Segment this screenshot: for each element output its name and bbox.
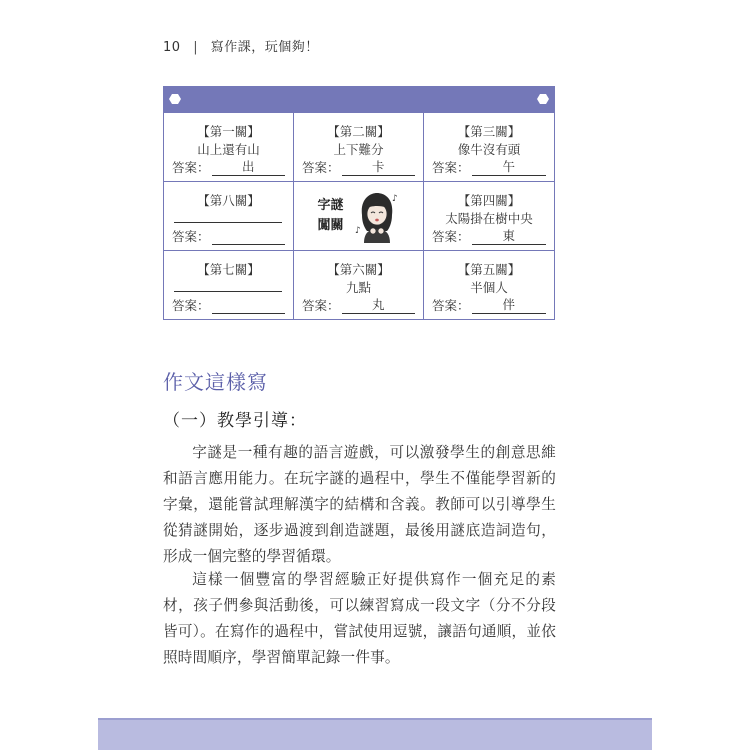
header-separator: | — [193, 40, 199, 55]
answer-value[interactable]: 東 — [472, 228, 546, 245]
game-title-line: 字謎 — [317, 198, 344, 213]
answer-row — [172, 296, 285, 314]
stage-label: 【第五關】 — [457, 262, 521, 277]
riddle-text: 像牛沒有頭 — [457, 142, 521, 157]
book-title: 寫作課，玩個夠！ — [210, 40, 319, 55]
stage-7-cell — [164, 251, 294, 319]
stage-label: 【第三關】 — [457, 124, 521, 139]
answer-value[interactable] — [212, 297, 285, 314]
answer-value[interactable]: 午 — [472, 159, 546, 176]
hexagon-bolt-icon — [537, 93, 549, 105]
answer-row — [172, 227, 285, 245]
stage-label: 【第二關】 — [327, 124, 390, 139]
page-number: 10 — [163, 40, 181, 55]
riddle-grid — [163, 112, 555, 320]
stage-label: 【第一關】 — [197, 124, 260, 139]
answer-row — [302, 158, 415, 176]
riddle-text: 太陽掛在樹中央 — [445, 211, 533, 226]
answer-row — [432, 296, 546, 314]
answer-value[interactable] — [212, 228, 285, 245]
stage-3-cell — [424, 113, 554, 182]
stage-label: 【第六關】 — [327, 262, 390, 277]
riddle-text: 山上還有山 — [197, 142, 260, 157]
answer-label: 答案： — [302, 298, 340, 313]
answer-label: 答案： — [432, 298, 470, 313]
answer-label: 答案： — [172, 160, 210, 175]
section-title: 作文這樣寫 — [163, 370, 268, 394]
stage-2-cell — [294, 113, 424, 182]
section-subtitle: （一）教學引導： — [163, 411, 307, 431]
stage-6-cell — [294, 251, 424, 319]
answer-value[interactable]: 丸 — [342, 297, 415, 314]
game-title-cell — [294, 182, 424, 251]
answer-row — [432, 227, 546, 245]
svg-text:♪: ♪ — [391, 194, 398, 204]
game-title — [317, 196, 343, 236]
stage-label: 【第四關】 — [457, 193, 521, 208]
riddle-board — [163, 86, 555, 320]
body-paragraph: 這樣一個豐富的學習經驗正好提供寫作一個充足的素材，孩子們參與活動後，可以練習寫成一段文字（分不分段皆可）。在寫作的過程中，嘗試使用逗號，讓語句通順，並依照時間順序，學習簡單記錄一件事。 — [163, 571, 556, 666]
answer-value[interactable]: 出 — [212, 159, 285, 176]
stage-label: 【第七關】 — [197, 262, 260, 277]
answer-row — [302, 296, 415, 314]
riddle-blank-line[interactable] — [174, 222, 282, 223]
riddle-blank-line[interactable] — [174, 291, 282, 292]
game-title-line: 闖關 — [317, 218, 344, 233]
board-header-strip — [163, 86, 555, 112]
stage-label: 【第八關】 — [197, 193, 260, 208]
stage-5-cell — [424, 251, 554, 319]
answer-label: 答案： — [432, 229, 470, 244]
svg-text:♪: ♪ — [354, 226, 361, 236]
stage-1-cell — [164, 113, 294, 182]
stage-8-cell — [164, 182, 294, 251]
singing-girl-illustration-icon — [354, 189, 400, 243]
riddle-text: 上下難分 — [333, 142, 384, 157]
footer-band — [98, 720, 652, 750]
riddle-text: 九點 — [345, 280, 371, 295]
riddle-text: 半個人 — [470, 280, 508, 295]
answer-label: 答案： — [172, 229, 210, 244]
stage-4-cell — [424, 182, 554, 251]
answer-row — [172, 158, 285, 176]
answer-row — [432, 158, 546, 176]
hexagon-bolt-icon — [169, 93, 181, 105]
answer-label: 答案： — [432, 160, 470, 175]
answer-value[interactable]: 伴 — [472, 297, 546, 314]
running-header — [163, 36, 319, 55]
answer-label: 答案： — [302, 160, 340, 175]
body-paragraph: 字謎是一種有趣的語言遊戲，可以激發學生的創意思維和語言應用能力。在玩字謎的過程中，學生不僅能學習新的字彙，還能嘗試理解漢字的結構和含義。教師可以引導學生從猜謎開始，逐步過渡到創造謎題，最後用謎底造詞造句，形成一個完整的學習循環。 — [163, 444, 556, 565]
answer-label: 答案： — [172, 298, 210, 313]
answer-value[interactable]: 卡 — [342, 159, 415, 176]
